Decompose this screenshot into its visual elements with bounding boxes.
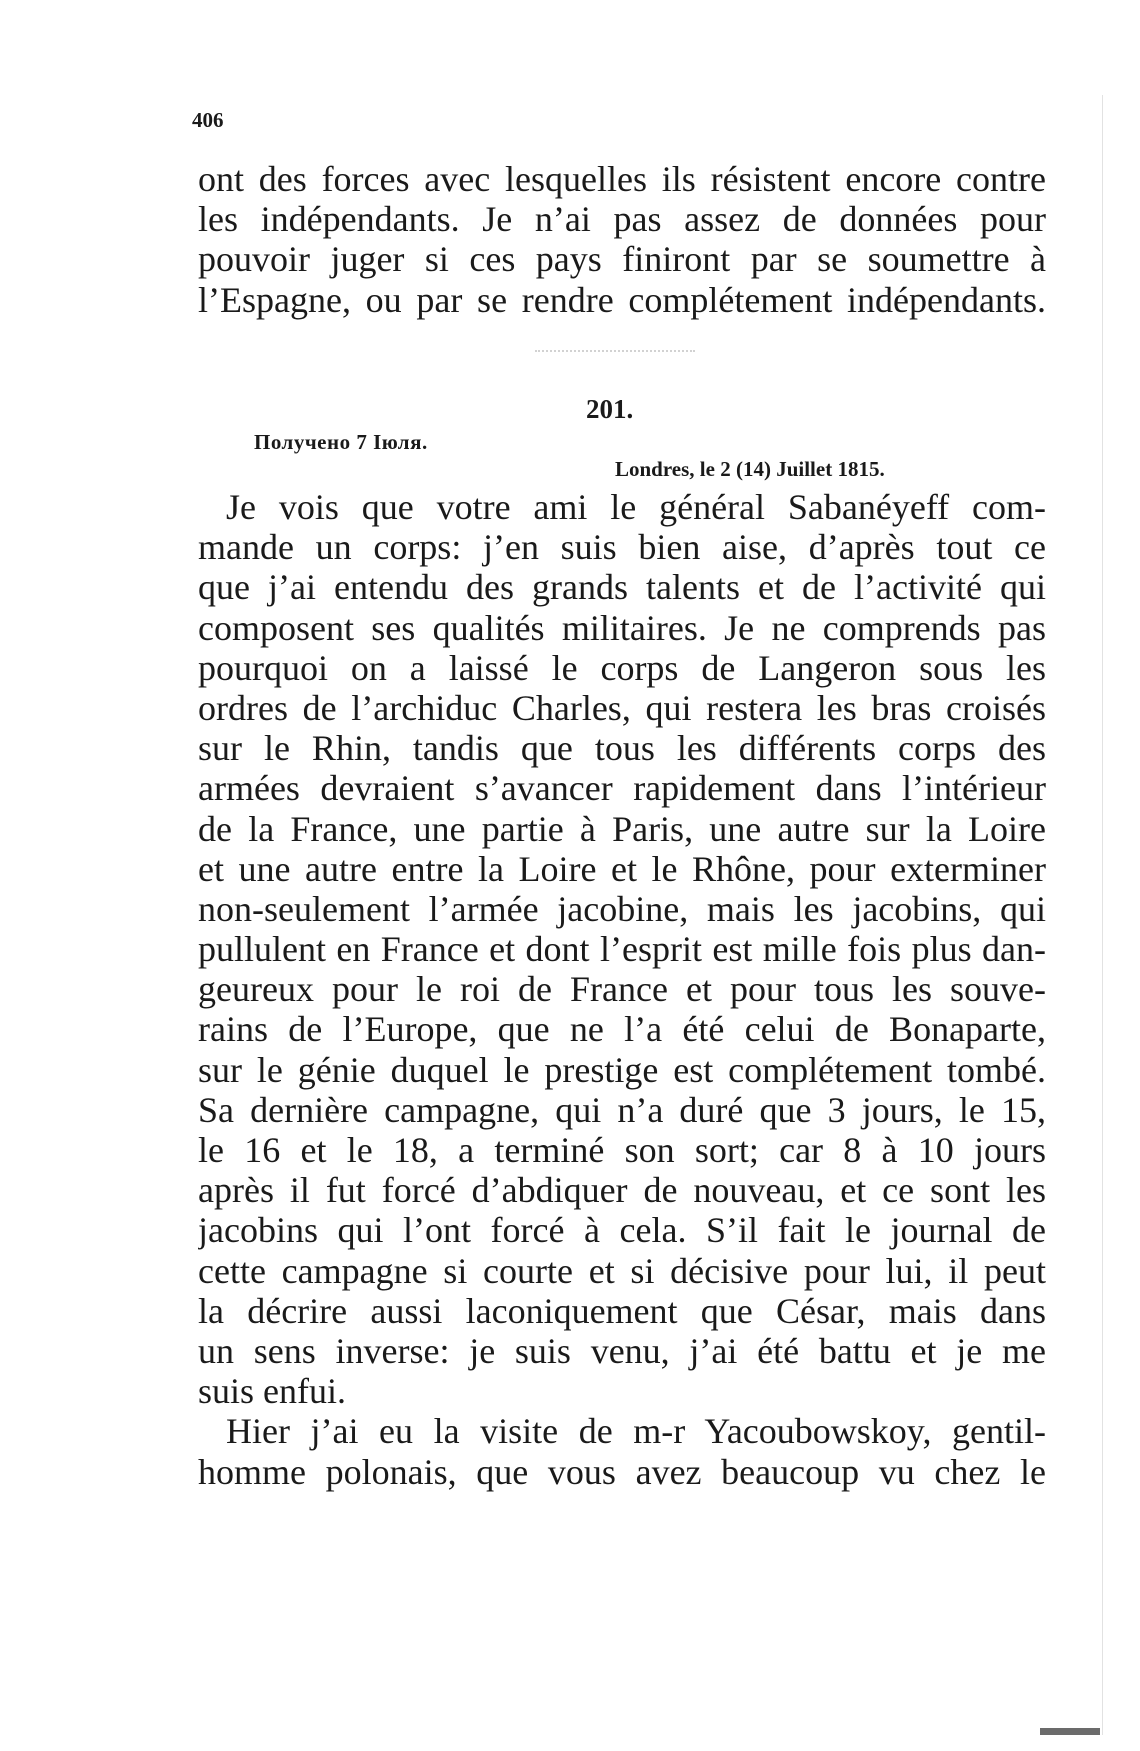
text-line: rains de l’Europe, que ne l’a été celui de Bonaparte,	[198, 1009, 1046, 1050]
text-line: composent ses qualités militaires. Je ne comprends pas	[198, 607, 1046, 648]
letter-dateline: Londres, le 2 (14) Juillet 1815.	[615, 457, 885, 481]
text-line: pullulent en France et dont l’esprit est mille fois plus dan-	[198, 929, 1046, 970]
text-line: l’Espagne, ou par se rendre complétement indépendants.	[198, 279, 1046, 320]
text-line: pouvoir juger si ces pays finiront par se soumettre à	[198, 239, 1046, 280]
text-line: et une autre entre la Loire et le Rhône, pour exterminer	[198, 848, 1046, 889]
text-line: après il fut forcé d’abdiquer de nouveau, et ce sont les	[198, 1170, 1046, 1211]
right-page-edge	[1102, 95, 1103, 1735]
intro-paragraph	[198, 159, 1046, 320]
text-line: sur le génie duquel le prestige est complétement tombé.	[198, 1049, 1046, 1090]
text-line: les indépendants. Je n’ai pas assez de données pour	[198, 199, 1046, 240]
page-edge-mark	[1040, 1728, 1100, 1735]
text-line: geureux pour le roi de France et pour tous les souve-	[198, 969, 1046, 1010]
page-number: 406	[192, 108, 224, 132]
text-line: armées devraient s’avancer rapidement dans l’intérieur	[198, 768, 1046, 809]
text-line: jacobins qui l’ont forcé à cela. S’il fait le journal de	[198, 1210, 1046, 1251]
text-line: pourquoi on a laissé le corps de Langeron sous les	[198, 647, 1046, 688]
text-line: le 16 et le 18, a terminé son sort; car 8 à 10 jours	[198, 1130, 1046, 1170]
letter-body	[198, 487, 1046, 1492]
text-line: homme polonais, que vous avez beaucoup vu chez le	[198, 1451, 1046, 1492]
text-line: ordres de l’archiduc Charles, qui restera les bras croisés	[198, 687, 1046, 728]
text-line: la décrire aussi laconiquement que César, mais dans	[198, 1290, 1046, 1331]
text-line: ont des forces avec lesquelles ils résistent encore contre	[198, 159, 1046, 199]
text-line: un sens inverse: je suis venu, j’ai été battu et je me	[198, 1330, 1046, 1371]
received-note: Получено 7 Іюля.	[254, 430, 428, 454]
letter-number: 201.	[586, 394, 634, 424]
text-line: cette campagne si courte et si décisive pour lui, il peut	[198, 1250, 1046, 1291]
text-line: Hier j’ai eu la visite de m-r Yacoubowskoy, gentil-	[226, 1411, 1046, 1452]
text-line: suis enfui.	[198, 1371, 346, 1412]
section-separator	[535, 350, 695, 356]
text-line: que j’ai entendu des grands talents et de l’activité qui	[198, 567, 1046, 608]
text-line: non-seulement l’armée jacobine, mais les jacobins, qui	[198, 888, 1046, 929]
text-line: mande un corps: j’en suis bien aise, d’après tout ce	[198, 527, 1046, 568]
text-line: de la France, une partie à Paris, une autre sur la Loire	[198, 808, 1046, 849]
text-line: Sa dernière campagne, qui n’a duré que 3 jours, le 15,	[198, 1089, 1046, 1130]
text-line: sur le Rhin, tandis que tous les différents corps des	[198, 728, 1046, 769]
text-line: Je vois que votre ami le général Sabanéyeff com-	[226, 487, 1046, 527]
